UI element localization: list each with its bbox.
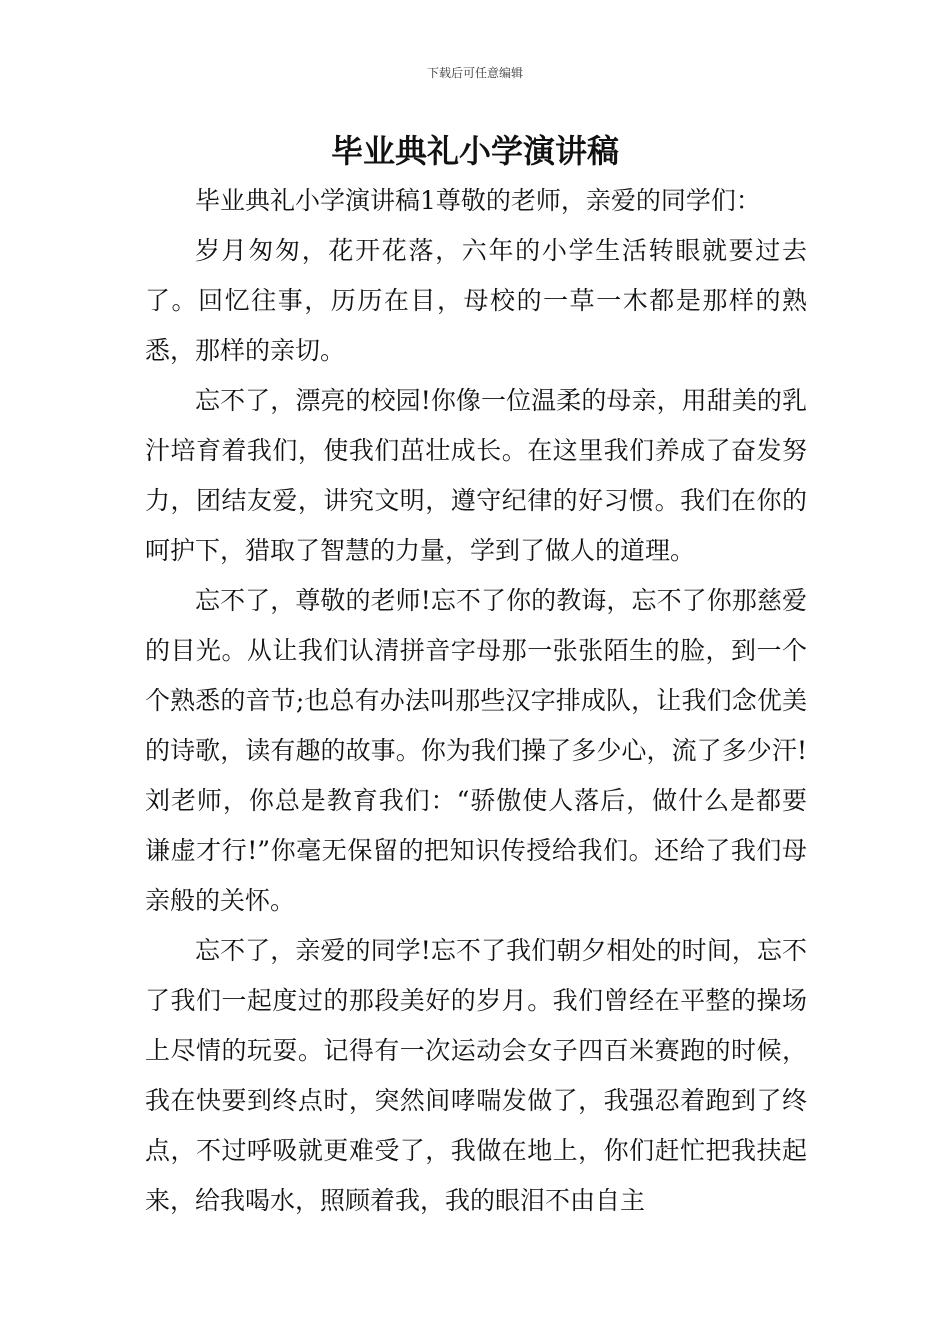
paragraph-greeting: 毕业典礼小学演讲稿1尊敬的老师，亲爱的同学们： bbox=[195, 186, 761, 215]
paragraph-campus: 忘不了，漂亮的校园!你像一位温柔的母亲，用甜美的乳汁培育着我们，使我们茁壮成长。在这里我们养成了奋发努力，团结友爱，讲究文明，遵守纪律的好习惯。我们在你的呵护下，猎取了智慧的力量，学到了做人的道理。 bbox=[145, 386, 807, 565]
paragraph-memories: 岁月匆匆，花开花落，六年的小学生活转眼就要过去了。回忆往事，历历在目，母校的一草一木都是那样的熟悉，那样的亲切。 bbox=[145, 236, 807, 365]
page-header-note: 下载后可任意编辑 bbox=[426, 66, 523, 80]
paragraph-teachers: 忘不了，尊敬的老师!忘不了你的教诲，忘不了你那慈爱的目光。从让我们认清拼音字母那一张张陌生的脸，到一个个熟悉的音节;也总有办法叫那些汉字排成队，让我们念优美的诗歌，读有趣的故事。你为我们操了多少心，流了多少汗!刘老师，你总是教育我们：“骄傲使人落后，做什么是都要谦虚才行!”你毫无保留的把知识传授给我们。还给了我们母亲般的关怀。 bbox=[145, 586, 807, 915]
paragraph-classmates: 忘不了，亲爱的同学!忘不了我们朝夕相处的时间，忘不了我们一起度过的那段美好的岁月。我们曾经在平整的操场上尽情的玩耍。记得有一次运动会女子四百米赛跑的时候，我在快要到终点时，突然间哮喘发做了，我强忍着跑到了终点，不过呼吸就更难受了，我做在地上，你们赶忙把我扶起来，给我喝水，照顾着我，我的眼泪不由自主 bbox=[145, 936, 807, 1215]
document-body bbox=[145, 176, 807, 1226]
document-title: 毕业典礼小学演讲稿 bbox=[330, 132, 619, 170]
